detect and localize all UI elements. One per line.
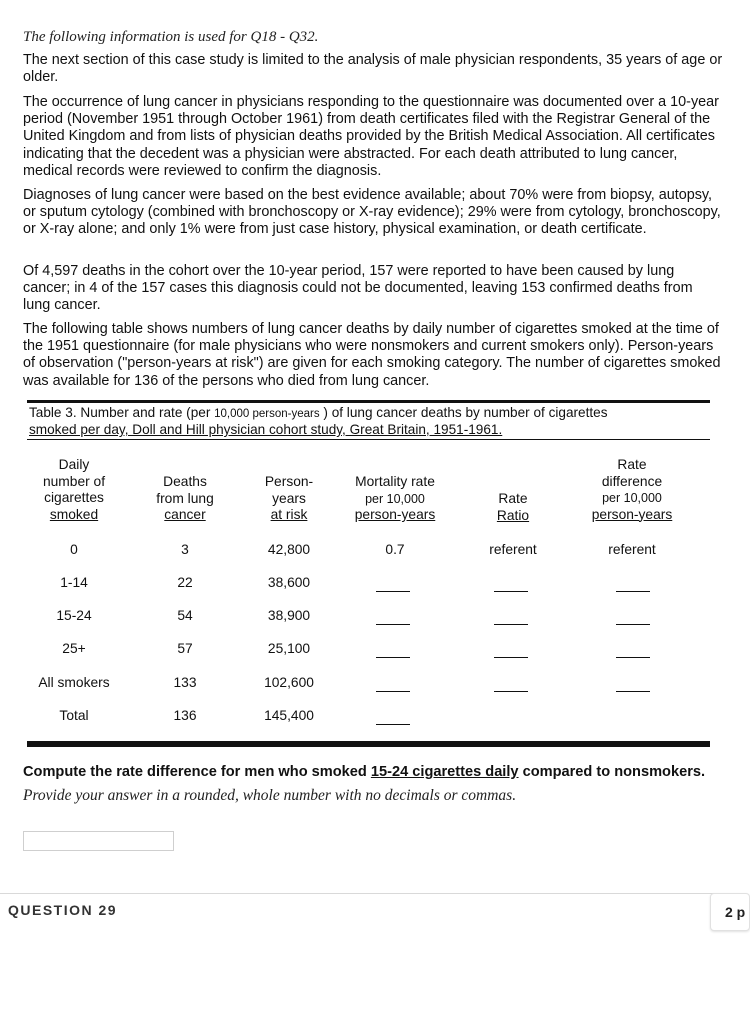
cell-person-years: 42,800 — [267, 542, 311, 557]
blank-rate-difference — [616, 591, 650, 592]
header-rate-ratio: Rate Ratio — [496, 491, 530, 523]
table-caption: Table 3. Number and rate (per 10,000 person-years ) of lung cancer deaths by number of cigarettes smoked per day, Doll and Hill physician cohort study, Great Britain, 1951-1961. — [29, 405, 608, 437]
blank-mortality-rate — [376, 691, 410, 692]
intro-note: The following information is used for Q18 - Q32. — [23, 29, 319, 45]
question-divider — [0, 893, 742, 894]
cell-cigarettes: All smokers — [38, 675, 110, 690]
header-rate-difference: Rate difference per 10,000 person-years — [591, 457, 673, 522]
paragraph-diagnoses: Diagnoses of lung cancer were based on the best evidence available; about 70% were from biopsy, autopsy, or sputum cytology (combined with bronchoscopy or X-ray evidence); 29% were from cytology, bronchoscopy, or X-ray alone; and only 1% were from just case history, physical examination, or death certificate. — [23, 187, 721, 238]
cell-mortality-rate: 0.7 — [385, 542, 405, 557]
header-person-years: Person- years at risk — [264, 474, 314, 522]
blank-mortality-rate — [376, 624, 410, 625]
cell-deaths: 133 — [173, 675, 197, 690]
cell-cigarettes: 1-14 — [60, 575, 88, 590]
cell-person-years: 38,900 — [267, 608, 311, 623]
table-caption-rule — [27, 439, 710, 440]
cell-person-years: 145,400 — [264, 708, 314, 723]
cell-deaths: 136 — [173, 708, 197, 723]
blank-rate-ratio — [494, 591, 528, 592]
blank-rate-ratio — [494, 624, 528, 625]
cell-cigarettes: 25+ — [62, 641, 86, 656]
next-question-label: QUESTION 29 — [8, 902, 118, 918]
cell-deaths: 22 — [177, 575, 193, 590]
blank-mortality-rate — [376, 724, 410, 725]
question-text: Compute the rate difference for men who smoked 15-24 cigarettes daily compared to nonsmokers. Provide your answer in a rounded, whole number with no decimals or commas. — [23, 764, 706, 804]
cell-cigarettes: 0 — [70, 542, 78, 557]
blank-rate-ratio — [494, 691, 528, 692]
table-top-rule — [27, 400, 710, 403]
paragraph-occurrence: The occurrence of lung cancer in physicians responding to the questionnaire was documented over a 10-year period (November 1951 through October 1961) from death certificates filed with the Registrar General of the United Kingdom and from lists of physician deaths provided by the British Medical Association. All certificates indicating that the decedent was a physician were abstracted. For each death attributed to lung cancer, medical records were reviewed to confirm the diagnosis. — [23, 94, 719, 179]
cell-person-years: 25,100 — [267, 641, 311, 656]
blank-rate-difference — [616, 657, 650, 658]
header-deaths: Deaths from lung cancer — [156, 474, 214, 522]
blank-rate-difference — [616, 624, 650, 625]
cell-deaths: 57 — [177, 641, 193, 656]
cell-person-years: 38,600 — [267, 575, 311, 590]
paragraph-table-intro: The following table shows numbers of lung cancer deaths by daily number of cigarettes smoked at the time of the 1951 questionnaire (for male physicians who were nonsmokers and current smokers only). Person-years of observation ("person-years at risk") are given for each smoking category. The number of cigarettes smoked was available for 136 of the persons who died from lung cancer. — [23, 321, 721, 389]
header-cigarettes: Daily number of cigarettes smoked — [42, 457, 106, 522]
cell-deaths: 54 — [177, 608, 193, 623]
cell-cigarettes: 15-24 — [56, 608, 92, 623]
blank-rate-ratio — [494, 657, 528, 658]
paragraph-scope: The next section of this case study is limited to the analysis of male physician respondents, 35 years of age or older. — [23, 52, 723, 86]
cell-person-years: 102,600 — [264, 675, 314, 690]
paragraph-deaths: Of 4,597 deaths in the cohort over the 10-year period, 157 were reported to have been caused by lung cancer; in 4 of the 157 cases this diagnosis could not be documented, leaving 153 confirmed deaths from lung cancer. — [23, 263, 693, 314]
cell-deaths: 3 — [181, 542, 189, 557]
blank-mortality-rate — [376, 657, 410, 658]
answer-input[interactable] — [23, 831, 174, 851]
cell-cigarettes: Total — [59, 708, 89, 723]
cell-rate-difference: referent — [608, 542, 656, 557]
table-bottom-rule — [27, 741, 710, 747]
blank-rate-difference — [616, 691, 650, 692]
blank-mortality-rate — [376, 591, 410, 592]
cell-rate-ratio: referent — [489, 542, 537, 557]
header-mortality-rate: Mortality rate per 10,000 person-years — [354, 474, 436, 522]
points-badge: 2 p — [710, 893, 750, 931]
